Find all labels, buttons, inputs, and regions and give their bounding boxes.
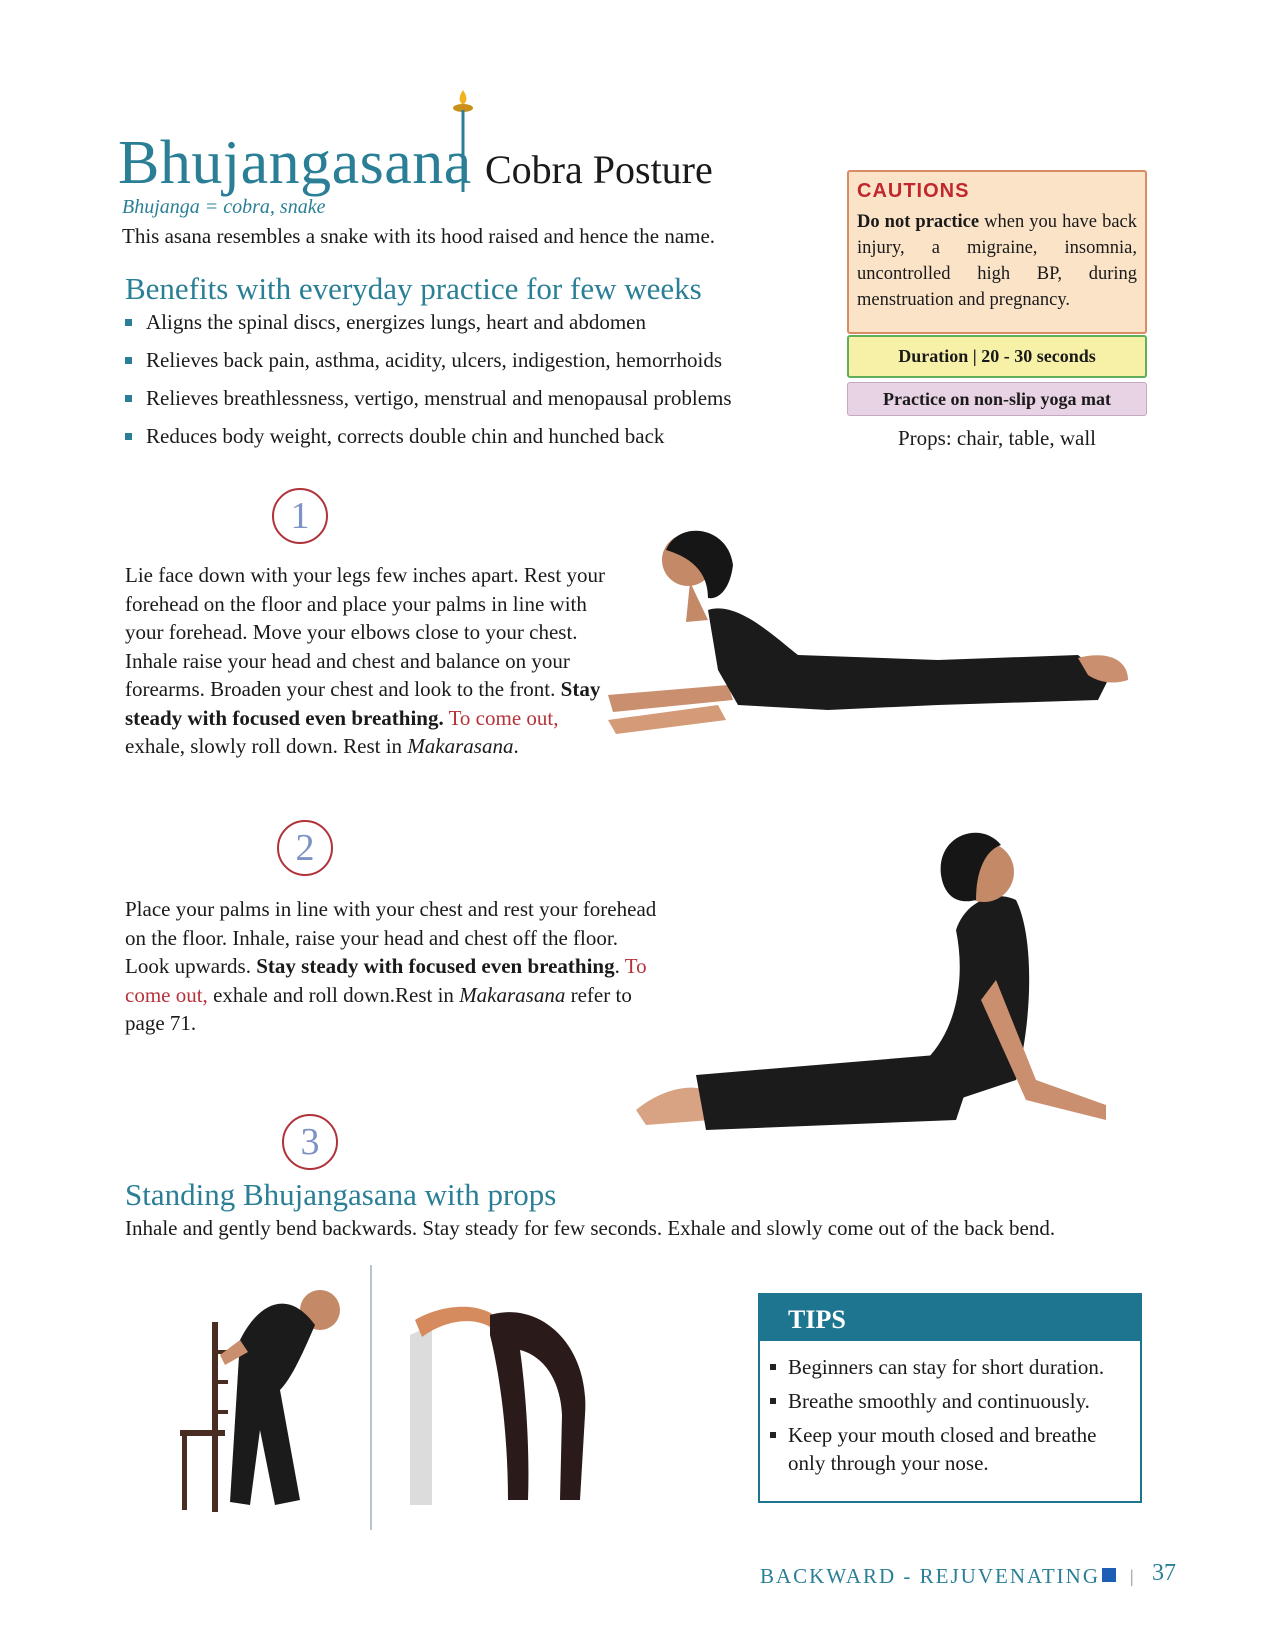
list-item: Keep your mouth closed and breathe only through your nose. — [770, 1421, 1130, 1477]
bullet-icon — [770, 1364, 776, 1370]
bullet-icon — [125, 357, 132, 364]
step-2-number: 2 — [277, 820, 333, 876]
standing-chair-photo — [180, 1280, 360, 1515]
square-icon — [1102, 1568, 1116, 1582]
tips-title: TIPS — [760, 1295, 1140, 1341]
cautions-box — [847, 170, 1147, 334]
standing-text: Inhale and gently bend backwards. Stay steady for few seconds. Exhale and slowly come out of the back bend. — [125, 1216, 1056, 1240]
standing-wall-photo — [410, 1265, 610, 1505]
benefits-heading: Benefits with everyday practice for few weeks — [125, 271, 702, 306]
page-subtitle: Cobra Posture — [485, 147, 713, 192]
props-note: Props: chair, table, wall — [897, 426, 1097, 450]
etymology: Bhujanga = cobra, snake — [122, 196, 326, 218]
list-item: Relieves breathlessness, vertigo, menstrual and menopausal problems — [125, 386, 805, 424]
step-1-text: Lie face down with your legs few inches apart. Rest your forehead on the floor and place your palms in line with your forehead. Move your elbows close to your chest. Inhale raise your head and chest and balance on your forearms. Broaden your chest and look to the front. Stay steady with focused even breathing. To come out, exhale, slowly roll down. Rest in Makarasana. — [125, 563, 605, 758]
duration-badge: Duration | 20 - 30 seconds — [847, 335, 1147, 378]
page-number: 37 — [1152, 1560, 1176, 1586]
list-item: Relieves back pain, asthma, acidity, ulcers, indigestion, hemorrhoids — [125, 348, 805, 386]
bullet-icon — [125, 319, 132, 326]
step-2-text: Place your palms in line with your chest and rest your forehead on the floor. Inhale, raise your head and chest off the floor. Look upwards. Stay steady with focused even breathing. To come out, exhale and roll down.Rest in Makarasana refer to page 71. — [125, 897, 657, 1035]
list-item: Breathe smoothly and continuously. — [770, 1387, 1130, 1415]
bullet-icon — [125, 395, 132, 402]
tips-box — [758, 1293, 1142, 1503]
step-1-number: 1 — [272, 488, 328, 544]
list-item: Beginners can stay for short duration. — [770, 1353, 1130, 1381]
divider — [370, 1265, 372, 1530]
cobra-pose-forearms-photo — [608, 520, 1178, 780]
benefits-list — [125, 310, 805, 462]
list-item: Aligns the spinal discs, energizes lungs, heart and abdomen — [125, 310, 805, 348]
bullet-icon — [770, 1398, 776, 1404]
footer-section-label: BACKWARD - REJUVENATING — [760, 1564, 1100, 1588]
cautions-text: Do not practice when you have back injury, a migraine, insomnia, uncontrolled high BP, during menstruation and pregnancy. — [857, 212, 1137, 310]
standing-heading: Standing Bhujangasana with props — [125, 1177, 557, 1212]
cautions-title: CAUTIONS — [857, 180, 970, 202]
page-title: Bhujangasana — [118, 129, 472, 197]
step-3-number: 3 — [282, 1114, 338, 1170]
intro-text: This asana resembles a snake with its hood raised and hence the name. — [122, 224, 716, 248]
bullet-icon — [125, 433, 132, 440]
cobra-pose-full-photo — [636, 830, 1176, 1140]
list-item: Reduces body weight, corrects double chin and hunched back — [125, 424, 805, 462]
mat-note: Practice on non-slip yoga mat — [847, 382, 1147, 416]
tips-list — [760, 1341, 1140, 1477]
footer-separator: | — [1130, 1566, 1134, 1586]
bullet-icon — [770, 1432, 776, 1438]
